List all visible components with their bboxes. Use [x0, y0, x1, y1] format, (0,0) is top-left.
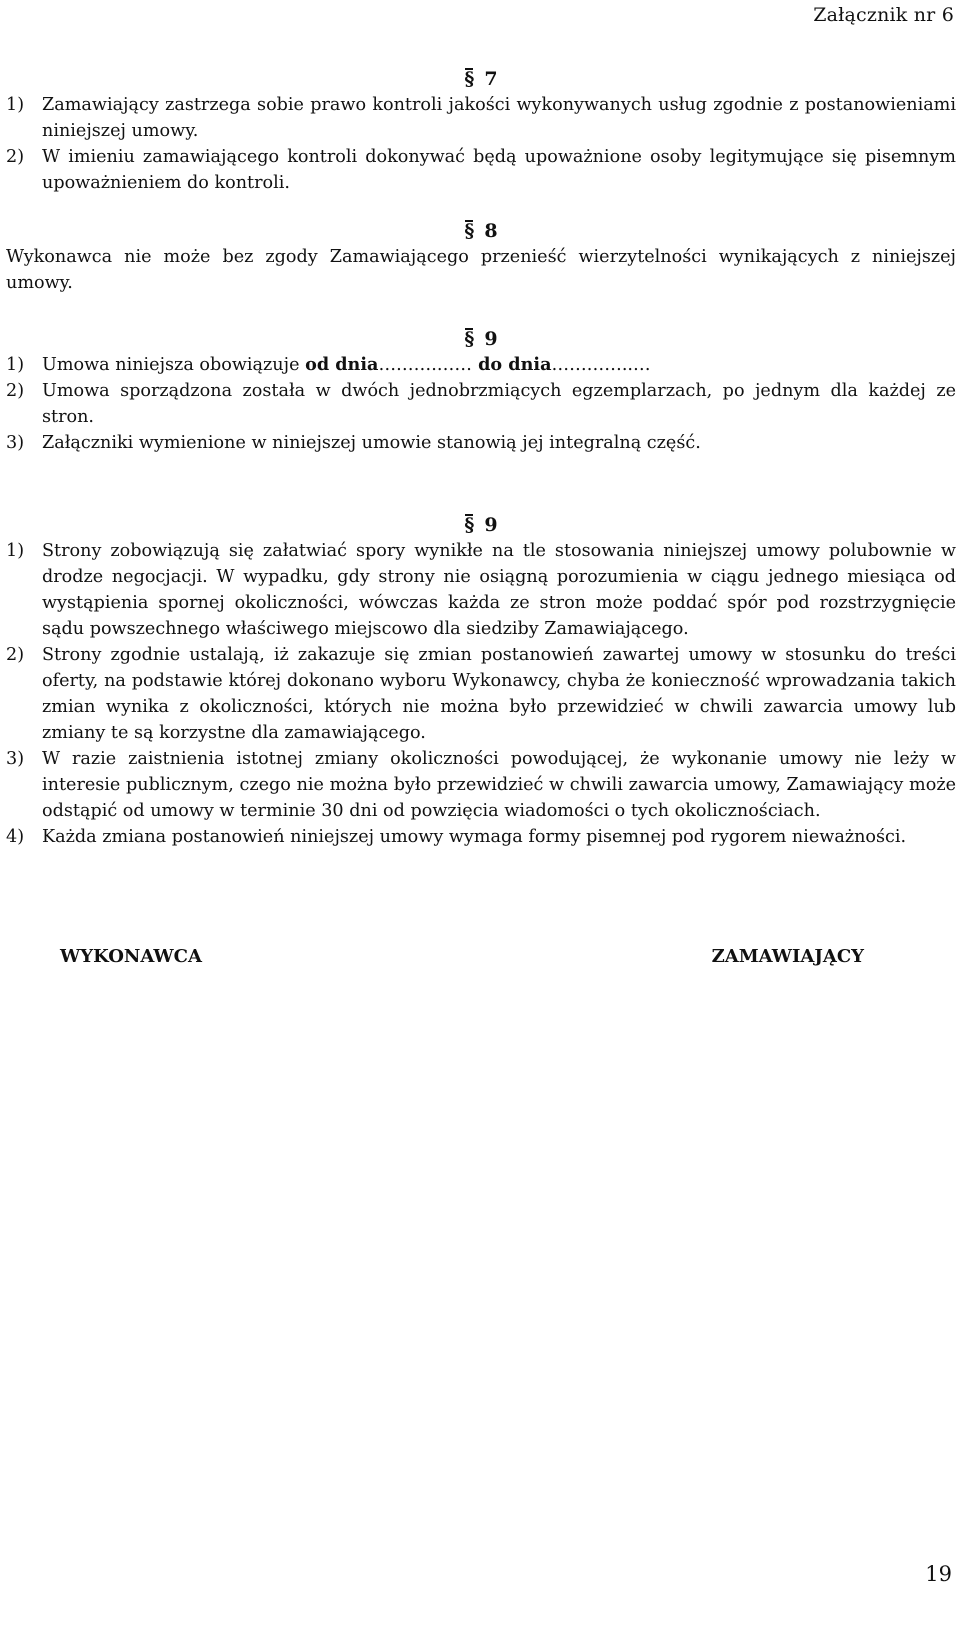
list-item: 3) Załączniki wymienione w niniejszej umowie stanowią jej integralną część.: [6, 433, 701, 453]
section-symbol: §: [464, 328, 475, 350]
section-symbol: §: [464, 68, 475, 90]
page-number: 19: [925, 1562, 952, 1586]
page-header: Załącznik nr 6: [813, 4, 954, 26]
list-item: 2) W imieniu zamawiającego kontroli dokonywać będą upoważnione osoby legitymujące się pisemnym upoważnieniem do kontroli.: [6, 147, 956, 193]
section-heading-9: [6, 326, 956, 352]
list-item: 2) Umowa sporządzona została w dwóch jednobrzmiących egzemplarzach, po jednym dla każdej ze stron.: [6, 381, 956, 427]
signature-block: [60, 946, 864, 967]
section-9-second-list: [6, 538, 956, 850]
document-body: [6, 66, 956, 850]
list-item: 3) W razie zaistnienia istotnej zmiany okoliczności powodującej, że wykonanie umowy nie leży w interesie publicznym, czego nie można było przewidzieć w chwili zawarcia umowy, Zamawiający może odstąpić od umowy w terminie 30 dni od powzięcia wiadomości o tych okolicznościach.: [6, 749, 956, 821]
section-7-list: [6, 92, 956, 196]
section-heading-7: [6, 66, 956, 92]
list-item: 4) Każda zmiana postanowień niniejszej umowy wymaga formy pisemnej pod rygorem nieważności.: [6, 827, 907, 847]
section-9-list: [6, 352, 956, 456]
section-number: 9: [484, 328, 498, 350]
signature-contractor: WYKONAWCA: [60, 946, 202, 967]
section-symbol: §: [464, 220, 475, 242]
list-item: 2) Strony zgodnie ustalają, iż zakazuje się zmian postanowień zawartej umowy w stosunku do treści oferty, na podstawie której dokonano wyboru Wykonawcy, chyba że konieczność wprowadzania takich zmian wynika z okoliczności, których nie można było przewidzieć w chwili zawarcia umowy lub zmiany te są korzystne dla zamawiającego.: [6, 645, 956, 743]
section-number: 8: [484, 220, 498, 242]
signature-client: ZAMAWIAJĄCY: [711, 946, 864, 967]
list-item: 1) Umowa niniejsza obowiązuje od dnia……….…… do dnia…………..…: [6, 354, 651, 375]
list-item: 1) Zamawiający zastrzega sobie prawo kontroli jakości wykonywanych usług zgodnie z postanowieniami niniejszej umowy.: [6, 95, 956, 141]
list-item: 1) Strony zobowiązują się załatwiać spory wynikłe na tle stosowania niniejszej umowy polubownie w drodze negocjacji. W wypadku, gdy strony nie osiągną porozumienia w ciągu jednego miesiąca od wystąpienia spornej okoliczności, wówczas każda ze stron może poddać spór pod rozstrzygnięcie sądu powszechnego właściwego miejscowo dla siedziby Zamawiającego.: [6, 541, 956, 639]
section-symbol: §: [464, 514, 475, 536]
section-number: 7: [484, 68, 498, 90]
section-number: 9: [484, 514, 498, 536]
section-heading-8: [6, 218, 956, 244]
section-8-text: Wykonawca nie może bez zgody Zamawiającego przenieść wierzytelności wynikających z niniejszej umowy.: [6, 247, 956, 293]
section-heading-9-second: [6, 512, 956, 538]
